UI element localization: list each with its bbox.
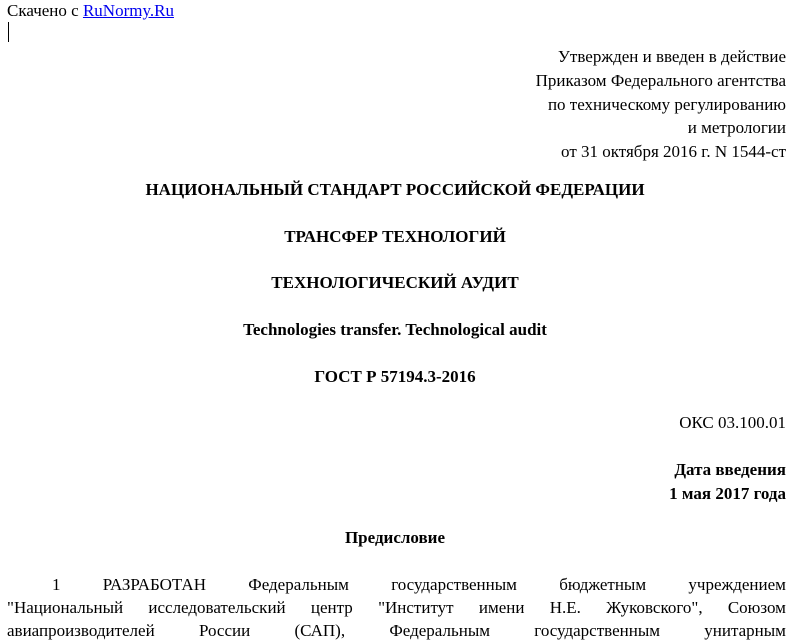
preface-word: России [198,621,251,640]
preface-word: авиапроизводителей [7,621,155,640]
approval-line: Приказом Федерального агентства [535,70,786,90]
oks-code: ОКС 03.100.01 [679,413,786,432]
approval-line: от 31 октября 2016 г. N 1544-ст [561,142,786,162]
introduction-date-block [669,458,786,505]
gost-number: ГОСТ Р 57194.3-2016 [314,367,476,386]
approval-line: по техническому регулированию [547,94,786,114]
preface-line [7,596,786,619]
preface-word: центр [310,598,353,617]
approval-line: Утвержден и введен в действие [557,47,786,66]
preface-line [7,619,786,642]
introduction-date: 1 мая 2017 года [669,483,786,503]
preface-word: государственным [391,575,517,594]
approval-line: и метрологии [687,118,786,138]
english-title: Technologies transfer. Technological audit [243,320,547,339]
standard-title: НАЦИОНАЛЬНЫЙ СТАНДАРТ РОССИЙСКОЙ ФЕДЕРАЦИИ [145,180,645,199]
preface-word: учреждением [688,575,786,594]
preface-word: Федеральным [389,621,490,640]
introduction-label: Дата введения [674,460,786,479]
preface-word: Жуковского", [606,598,703,617]
preface-word: исследовательский [148,598,286,617]
approval-block [536,45,786,164]
preface-word: бюджетным [559,575,647,594]
preface-word: РАЗРАБОТАН [102,575,206,594]
preface-word: 1 [52,575,61,594]
preface-word: государственным [534,621,661,640]
preface-word: Н.Е. [549,598,581,617]
preface-word: Союзом [727,598,786,617]
source-prefix: Скачено с [7,1,83,20]
standard-part-title: ТЕХНОЛОГИЧЕСКИЙ АУДИТ [271,273,519,292]
preface-word: унитарным [704,621,786,640]
preface-word: имени [478,598,525,617]
preface-heading: Предисловие [344,528,446,547]
standard-subtitle: ТРАНСФЕР ТЕХНОЛОГИЙ [284,227,506,246]
preface-paragraph [7,573,786,642]
preface-word: "Институт [378,598,454,617]
source-link[interactable]: RuNormy.Ru [82,1,174,20]
source-line [7,1,174,21]
preface-line [7,573,786,596]
preface-word: (САП), [294,621,346,640]
text-caret [8,22,9,42]
preface-word: Федеральным [248,575,349,594]
preface-word: "Национальный [7,598,124,617]
